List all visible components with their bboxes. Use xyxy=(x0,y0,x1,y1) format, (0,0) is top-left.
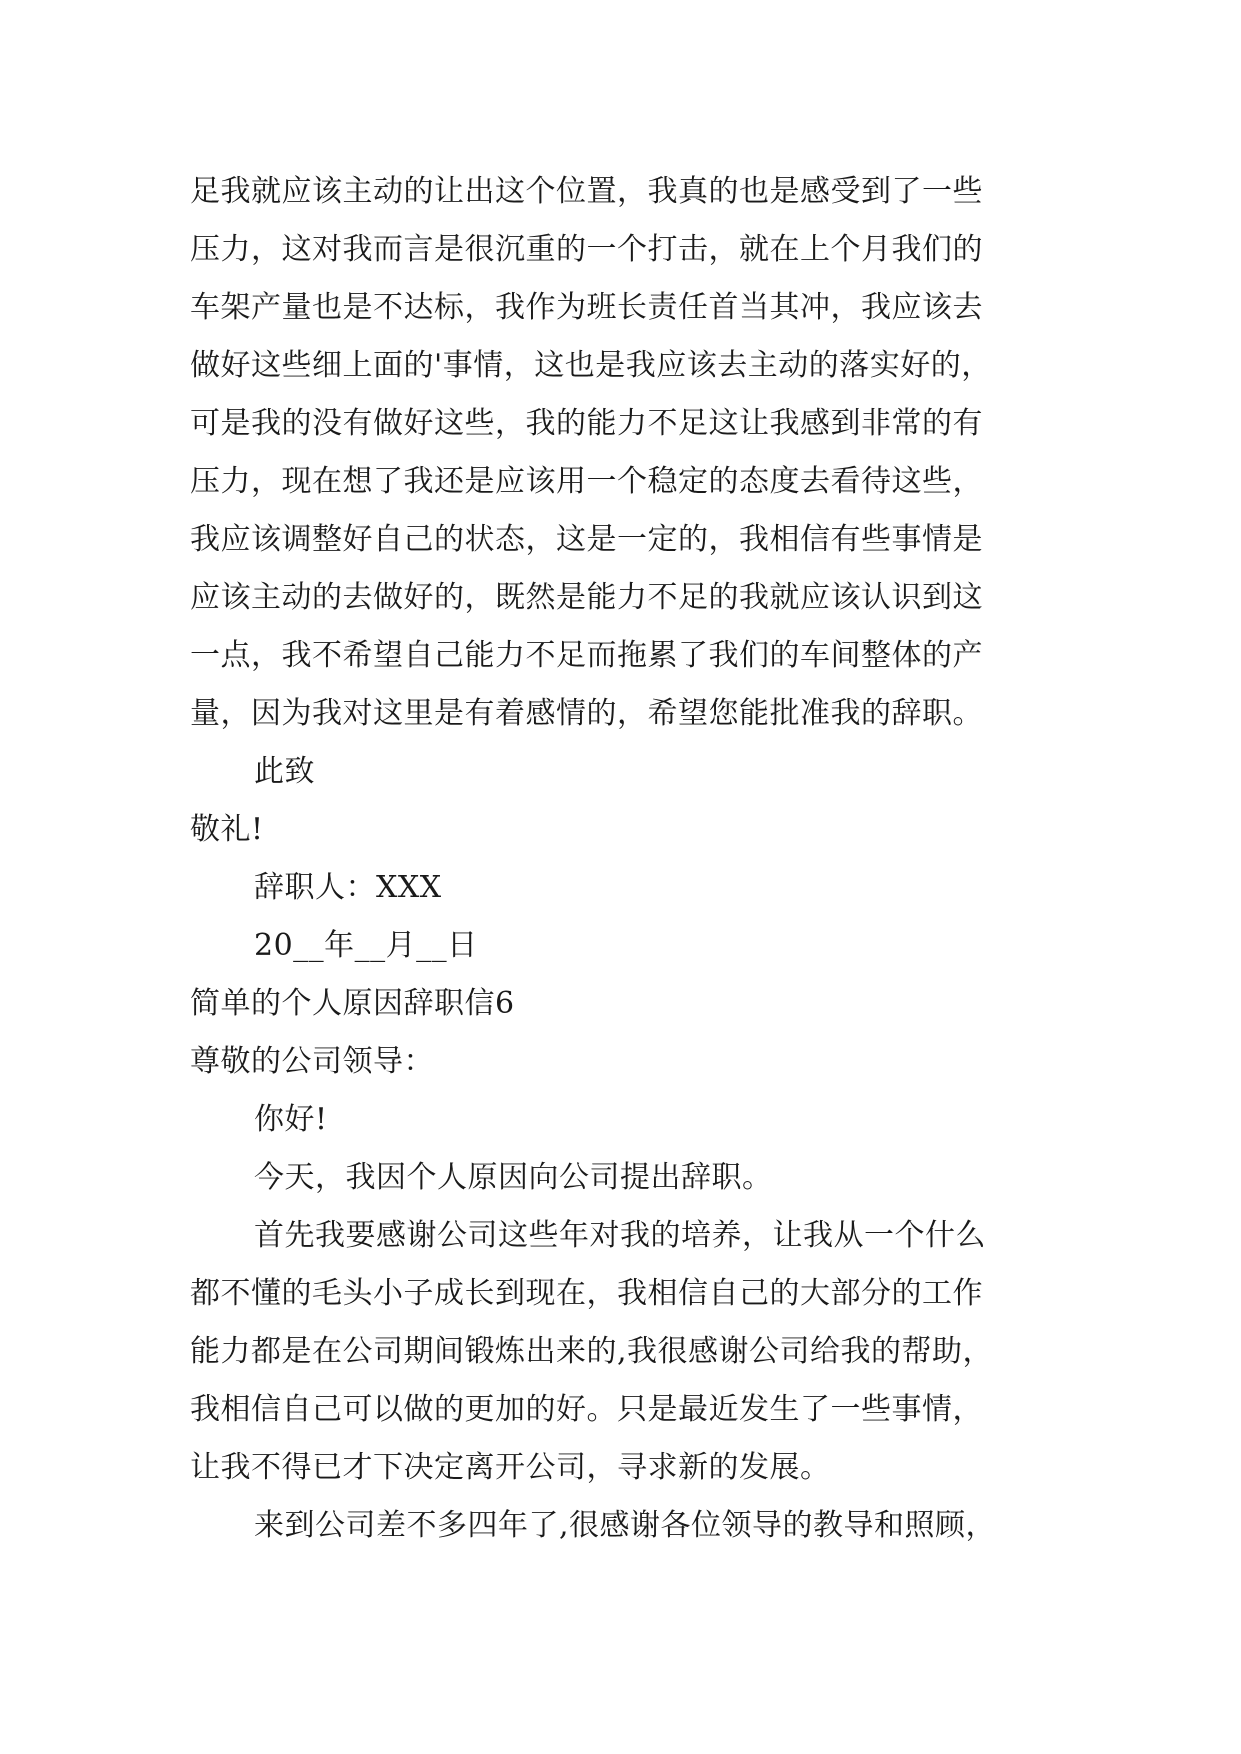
paragraph-line: 我相信自己可以做的更加的好。只是最近发生了一些事情， xyxy=(190,1392,983,1427)
paragraph-line: 足我就应该主动的让出这个位置，我真的也是感受到了一些 xyxy=(190,174,983,209)
paragraph-line: 我应该调整好自己的状态，这是一定的，我相信有些事情是 xyxy=(190,522,983,557)
paragraph-line: 可是我的没有做好这些，我的能力不足这让我感到非常的有 xyxy=(190,406,983,441)
signature-name: 辞职人：XXX xyxy=(254,870,442,905)
paragraph-line: 车架产量也是不达标，我作为班长责任首当其冲，我应该去 xyxy=(190,290,983,325)
paragraph-line: 应该主动的去做好的，既然是能力不足的我就应该认识到这 xyxy=(190,580,983,615)
paragraph-line: 压力，这对我而言是很沉重的一个打击，就在上个月我们的 xyxy=(190,232,983,267)
paragraph-line: 首先我要感谢公司这些年对我的培养，让我从一个什么 xyxy=(254,1218,986,1253)
paragraph-line: 量，因为我对这里是有着感情的，希望您能批准我的辞职。 xyxy=(190,696,983,731)
letter-body xyxy=(190,163,1060,1555)
section-heading: 简单的个人原因辞职信6 xyxy=(190,986,515,1021)
paragraph-line: 都不懂的毛头小子成长到现在，我相信自己的大部分的工作 xyxy=(190,1276,983,1311)
paragraph-line: 压力，现在想了我还是应该用一个稳定的态度去看待这些， xyxy=(190,464,983,499)
signature-date: 20__年__月__日 xyxy=(254,928,478,963)
closing-regards: 敬礼! xyxy=(190,812,264,847)
paragraph-line: 今天，我因个人原因向公司提出辞职。 xyxy=(254,1160,773,1195)
letter-greeting: 尊敬的公司领导： xyxy=(190,1044,434,1079)
paragraph-line: 来到公司差不多四年了,很感谢各位领导的教导和照顾， xyxy=(254,1508,997,1543)
paragraph-line: 做好这些细上面的'事情，这也是我应该去主动的落实好的， xyxy=(190,348,992,383)
paragraph-line: 能力都是在公司期间锻炼出来的,我很感谢公司给我的帮助， xyxy=(190,1334,994,1369)
closing-salutation: 此致 xyxy=(254,754,315,789)
paragraph-line: 让我不得已才下决定离开公司，寻求新的发展。 xyxy=(190,1450,831,1485)
letter-hello: 你好! xyxy=(254,1102,328,1137)
paragraph-line: 一点，我不希望自己能力不足而拖累了我们的车间整体的产 xyxy=(190,638,983,673)
